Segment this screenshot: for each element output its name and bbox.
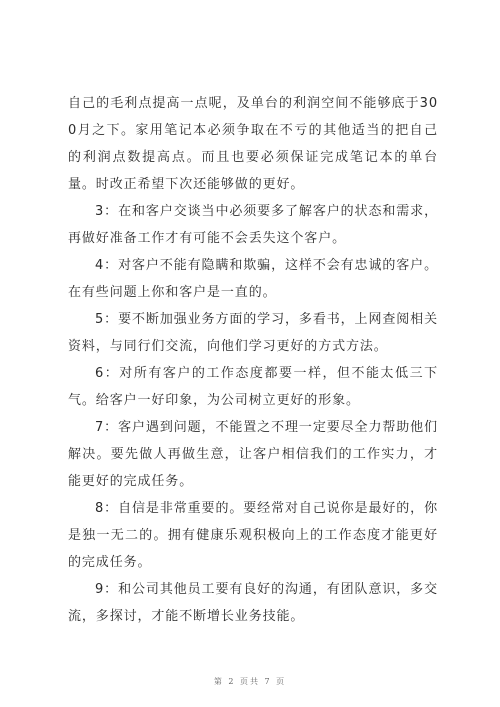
- paragraph-item-3: 3：在和客户交谈当中必须要多了解客户的状态和需求，再做好准备工作才有可能不会丢失这个客户。: [68, 204, 438, 246]
- document-body: [68, 90, 438, 630]
- paragraph-item-9: 9：和公司其他员工要有良好的沟通，有团队意识，多交流，多探讨，才能不断增长业务技能。: [68, 582, 438, 624]
- page-number-footer: 第 2 页共 7 页: [213, 677, 287, 686]
- paragraph-continuation: 自己的毛利点提高一点呢，及单台的利润空间不能够底于300月之下。家用笔记本必须争取在不亏的其他适当的把自己的利润点数提高点。而且也要必须保证完成笔记本的单台量。时改正希望下次还能够做的更好。: [68, 96, 438, 192]
- paragraph-item-4: 4：对客户不能有隐瞒和欺骗，这样不会有忠诚的客户。在有些问题上你和客户是一直的。: [68, 258, 438, 300]
- paragraph-item-7: 7：客户遇到问题，不能置之不理一定要尽全力帮助他们解决。要先做人再做生意，让客户相信我们的工作实力，才能更好的完成任务。: [68, 420, 438, 489]
- paragraph-item-8: 8：自信是非常重要的。要经常对自己说你是最好的，你是独一无二的。拥有健康乐观积极向上的工作态度才能更好的完成任务。: [68, 501, 438, 570]
- paragraph-item-5: 5：要不断加强业务方面的学习，多看书，上网查阅相关资料，与同行们交流，向他们学习更好的方式方法。: [68, 312, 438, 354]
- paragraph-item-6: 6：对所有客户的工作态度都要一样，但不能太低三下气。给客户一好印象，为公司树立更好的形象。: [68, 366, 438, 408]
